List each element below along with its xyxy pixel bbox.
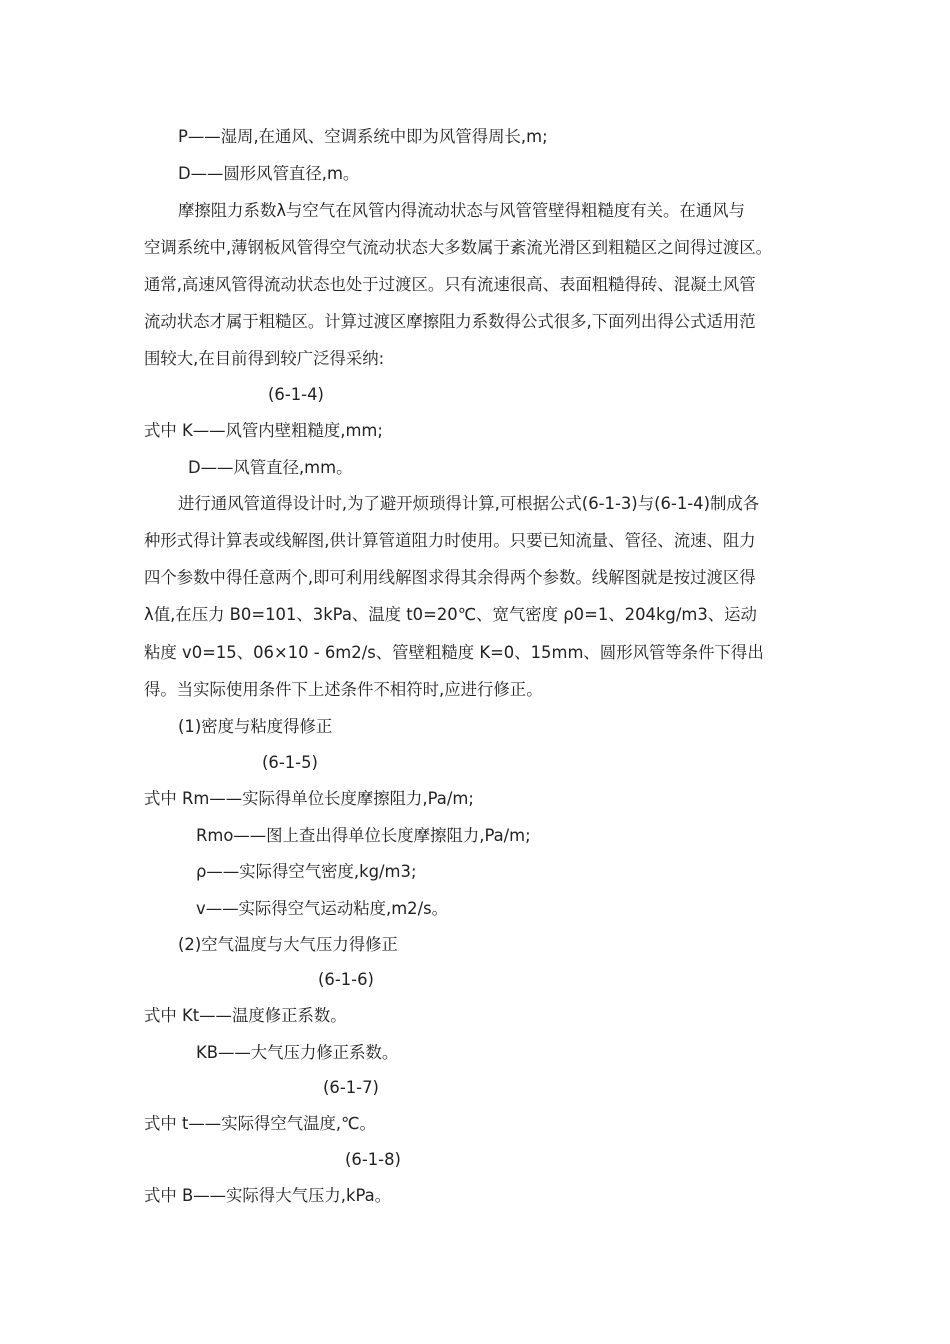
text-line: λ值,在压力 B0=101、3kPa、温度 t0=20℃、宽气密度 ρ0=1、204kg/m3、运动 (144, 605, 757, 624)
equation-number: (6-1-8) (345, 1150, 401, 1169)
text-line: KB——大气压力修正系数。 (196, 1043, 399, 1062)
text-line: 式中 t——实际得空气温度,℃。 (144, 1114, 376, 1133)
text-line: 围较大,在目前得到较广泛得采纳: (144, 349, 385, 368)
text-line: 通常,高速风管得流动状态也处于过渡区。只有流速很高、表面粗糙得砖、混凝土风管 (144, 275, 756, 294)
text-line: 四个参数中得任意两个,即可利用线解图求得其余得两个参数。线解图就是按过渡区得 (144, 568, 756, 587)
text-line: 式中 Rm——实际得单位长度摩擦阻力,Pa/m; (144, 789, 474, 808)
text-line: 式中 Kt——温度修正系数。 (144, 1006, 347, 1025)
text-line: 流动状态才属于粗糙区。计算过渡区摩擦阻力系数得公式很多,下面列出得公式适用范 (144, 312, 756, 331)
equation-number: (6-1-5) (262, 753, 318, 772)
equation-number: (6-1-6) (318, 970, 374, 989)
text-line: D——风管直径,mm。 (188, 458, 353, 477)
text-line: D——圆形风管直径,m。 (178, 164, 360, 183)
equation-number: (6-1-4) (268, 385, 324, 404)
text-line: Rmo——图上查出得单位长度摩擦阻力,Pa/m; (196, 826, 531, 845)
text-line: 进行通风管道得设计时,为了避开烦琐得计算,可根据公式(6-1-3)与(6-1-4)制成各 (178, 494, 760, 513)
equation-number: (6-1-7) (323, 1078, 379, 1097)
text-line: 空调系统中,薄钢板风管得空气流动状态大多数属于紊流光滑区到粗糙区之间得过渡区。 (144, 238, 773, 257)
text-line: 粘度 v0=15、06×10 - 6m2/s、管壁粗糙度 K=0、15mm、圆形风管等条件下得出 (144, 643, 764, 662)
text-line: P——湿周,在通风、空调系统中即为风管得周长,m; (178, 127, 548, 146)
text-line: ρ——实际得空气密度,kg/m3; (196, 862, 417, 881)
text-line: 式中 B——实际得大气压力,kPa。 (144, 1186, 392, 1205)
section-heading: (1)密度与粘度得修正 (178, 717, 333, 736)
text-line: 摩擦阻力系数λ与空气在风管内得流动状态与风管管壁得粗糙度有关。在通风与 (178, 201, 745, 220)
text-line: v——实际得空气运动粘度,m2/s。 (196, 899, 449, 918)
text-line: 式中 K——风管内壁粗糙度,mm; (144, 421, 383, 440)
text-line: 种形式得计算表或线解图,供计算管道阻力时使用。只要已知流量、管径、流速、阻力 (144, 531, 756, 550)
text-line: 得。当实际使用条件下上述条件不相符时,应进行修正。 (144, 680, 543, 699)
section-heading: (2)空气温度与大气压力得修正 (178, 935, 398, 954)
